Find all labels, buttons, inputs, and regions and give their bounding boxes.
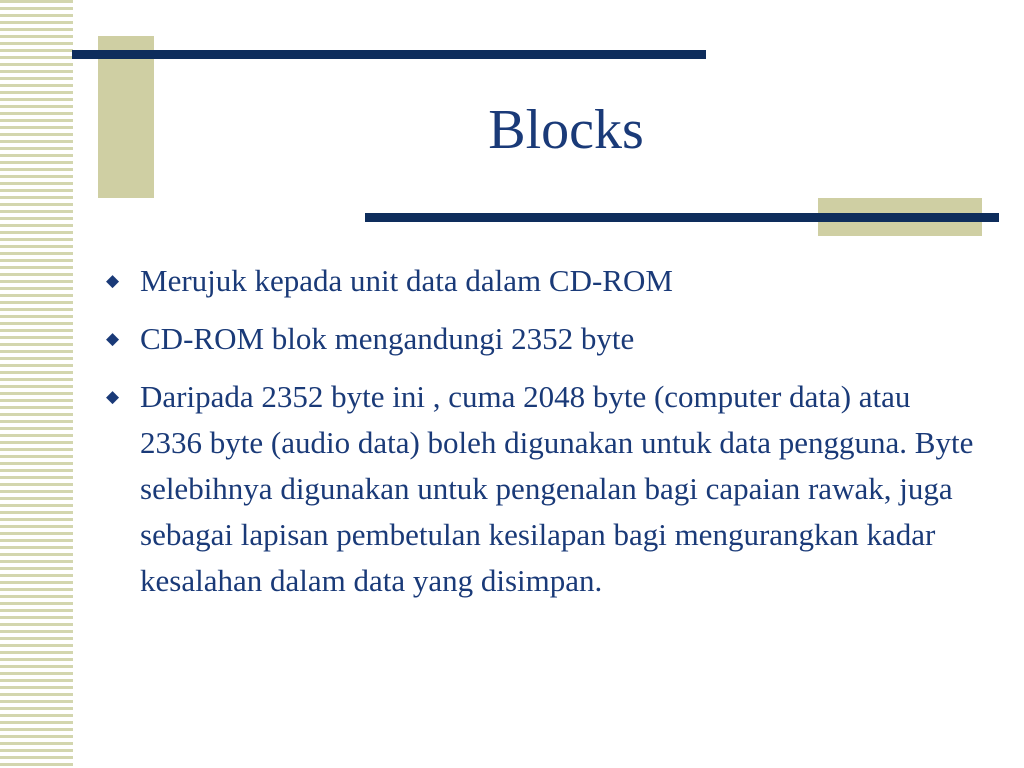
bullet-text: Merujuk kepada unit data dalam CD-ROM [140, 263, 673, 298]
bullet-text: CD-ROM blok mengandungi 2352 byte [140, 321, 635, 356]
bullet-item [106, 374, 976, 604]
title-rule-top [72, 50, 706, 59]
slide-title: Blocks [488, 99, 644, 161]
diamond-bullet-icon: ◆ [106, 271, 120, 290]
title-rule-bottom [365, 213, 999, 222]
diamond-bullet-icon: ◆ [106, 387, 120, 406]
diamond-bullet-icon: ◆ [106, 329, 120, 348]
bullet-item [106, 258, 976, 304]
bullet-list [106, 258, 976, 616]
bullet-item [106, 316, 976, 362]
bullet-text: Daripada 2352 byte ini , cuma 2048 byte (computer data) atau 2336 byte (audio data) boleh digunakan untuk data pengguna. Byte selebihnya digunakan untuk pengenalan bagi capaian rawak, juga sebagai lapisan pembetulan kesilapan bagi mengurangkan kadar kesalahan dalam data yang disimpan. [140, 379, 974, 598]
